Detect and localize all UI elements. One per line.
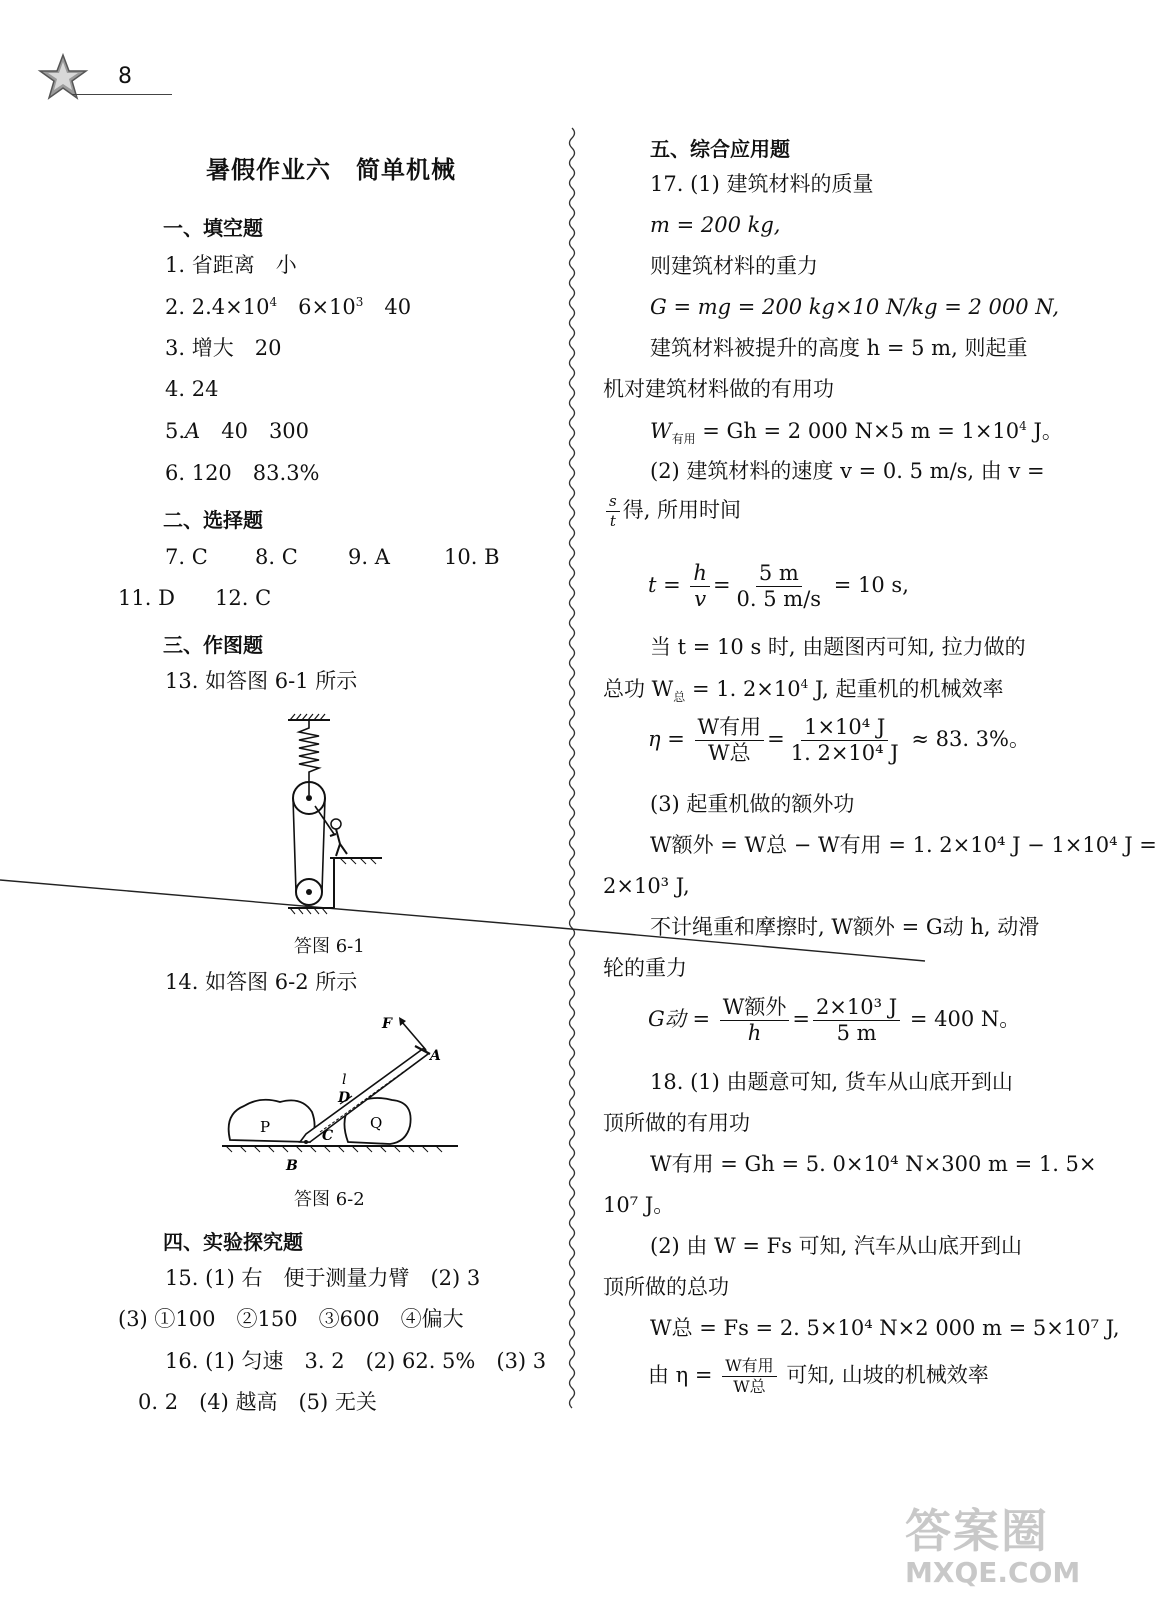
q17-line7: $W_{有用} = Gh = 2$ 000 N×5 $m = 1\times 10^4$ J。	[650, 419, 1063, 447]
page-number: 8	[118, 64, 132, 89]
answer-15-line2: (3) ①100 ②150 ③600 ④偏大	[118, 1307, 464, 1331]
q18-line1: 18. (1) 由题意可知, 货车从山底开到山	[650, 1070, 1013, 1094]
section-heading-experiment: 四、实验探究题	[163, 1230, 303, 1254]
section-heading-fill: 一、填空题	[163, 216, 263, 240]
q18-line3: W有用 = Gh = 5. 0×10⁴ N×300 m = 1. 5×	[650, 1152, 1097, 1176]
answer-5: 5.A 40 300	[165, 419, 310, 443]
q18-line5: (2) 由 W = Fs 可知, 汽车从山底开到山	[650, 1234, 1023, 1258]
figure-6-1-pulley-diagram	[270, 712, 400, 917]
answer-13: 13. 如答图 6-1 所示	[165, 669, 358, 693]
figure-6-2-caption: 答图 6-2	[294, 1189, 365, 1210]
answer-1: 1. 省距离 小	[165, 253, 297, 277]
q17-line5: 建筑材料被提升的高度 h = 5 m, 则起重	[650, 336, 1028, 360]
q18-line8: 由 η = $\frac{\text{W有用}}{\text{W总}}$ 可知, 山坡的机械效率	[648, 1356, 989, 1396]
label-Q: Q	[370, 1114, 383, 1132]
figure-6-1-caption: 答图 6-1	[294, 936, 365, 957]
answer-15-line1: 15. (1) 右 便于测量力臂 (2) 3	[165, 1266, 481, 1290]
column-divider	[565, 128, 579, 1418]
answer-16-line2: 0. 2 (4) 越高 (5) 无关	[138, 1390, 377, 1414]
q17-line6: 机对建筑材料做的有用功	[603, 377, 834, 401]
watermark-url: MXQE.COM	[905, 1556, 1081, 1589]
q17-line1: 17. (1) 建筑材料的质量	[650, 172, 874, 196]
answer-4: 4. 24	[165, 377, 219, 401]
q18-line4: 10⁷ J。	[603, 1193, 675, 1217]
q17-line9: $\frac{s}{t}$ 得, 所用时间	[603, 494, 741, 529]
q17-line13-efficiency: η = $\frac{\text{W有用}}{\text{W总}}$ = $\frac{\text{1×10⁴ J}}{\text{1. 2×10⁴ J}}$ ≈ 83. 3%。	[648, 715, 1031, 765]
q17-line16: 2×10³ J,	[603, 874, 690, 898]
q17-line12: 总功 $W_总 = 1$. $2\times 10^4$ J, 起重机的机械效率	[603, 677, 1004, 705]
q18-line2: 顶所做的有用功	[603, 1111, 750, 1135]
q17-line18: 轮的重力	[603, 956, 687, 980]
page-title: 暑假作业六 简单机械	[206, 156, 456, 184]
label-A: A	[430, 1048, 441, 1064]
choice-9: 9. A	[348, 545, 390, 569]
answer-6: 6. 120 83.3%	[165, 461, 320, 485]
label-B: B	[286, 1158, 298, 1174]
header-rule	[72, 94, 172, 95]
q17-line14: (3) 起重机做的额外功	[650, 792, 855, 816]
label-C: C	[322, 1128, 334, 1144]
answer-3: 3. 增大 20	[165, 336, 282, 360]
q17-line2: m = 200 kg,	[650, 213, 781, 237]
choice-11: 11. D	[118, 586, 175, 610]
section-heading-application: 五、综合应用题	[650, 137, 790, 161]
q18-line6: 顶所做的总功	[603, 1275, 729, 1299]
label-D: D	[338, 1090, 351, 1106]
label-P: P	[260, 1118, 271, 1136]
choice-8: 8. C	[255, 545, 298, 569]
q17-line10-formula: t = $\frac{h}{v}$ = $\frac{5 m}{0. 5 m/s}$ = 10 s,	[648, 561, 909, 611]
section-heading-choice: 二、选择题	[163, 508, 263, 532]
label-l: l	[342, 1072, 347, 1088]
label-F: F	[382, 1016, 392, 1032]
choice-10: 10. B	[444, 545, 500, 569]
answer-14: 14. 如答图 6-2 所示	[165, 970, 358, 994]
choice-12: 12. C	[215, 586, 272, 610]
answer-16-line1: 16. (1) 匀速 3. 2 (2) 62. 5% (3) 3	[165, 1349, 547, 1373]
q17-line15: W额外 = W总 − W有用 = 1. 2×10⁴ J − 1×10⁴ J =	[650, 833, 1157, 857]
q17-line19-pulley-weight: G动 = $\frac{\text{W额外}}{h}$ = $\frac{\text{2×10³ J}}{5 m}$ = 400 N。	[648, 995, 1021, 1045]
q17-line4: G = mg = 200 kg×10 N/kg = 2 000 N,	[650, 295, 1060, 319]
section-heading-drawing: 三、作图题	[163, 633, 263, 657]
q17-line8: (2) 建筑材料的速度 v = 0. 5 m/s, 由 v =	[650, 459, 1045, 483]
figure-6-2-lever-diagram	[220, 1008, 460, 1176]
q17-line11: 当 t = 10 s 时, 由题图丙可知, 拉力做的	[650, 635, 1026, 659]
choice-7: 7. C	[165, 545, 208, 569]
answer-2: 2. $2.4\times 10^4$ $6\times 10^3$ 40	[165, 295, 412, 319]
watermark-logo: 答案圈	[905, 1504, 1049, 1558]
q17-line3: 则建筑材料的重力	[650, 254, 818, 278]
q18-line7: W总 = Fs = 2. 5×10⁴ N×2 000 m = 5×10⁷ J,	[650, 1316, 1120, 1340]
q17-line17: 不计绳重和摩擦时, W额外 = G动 h, 动滑	[650, 915, 1040, 939]
